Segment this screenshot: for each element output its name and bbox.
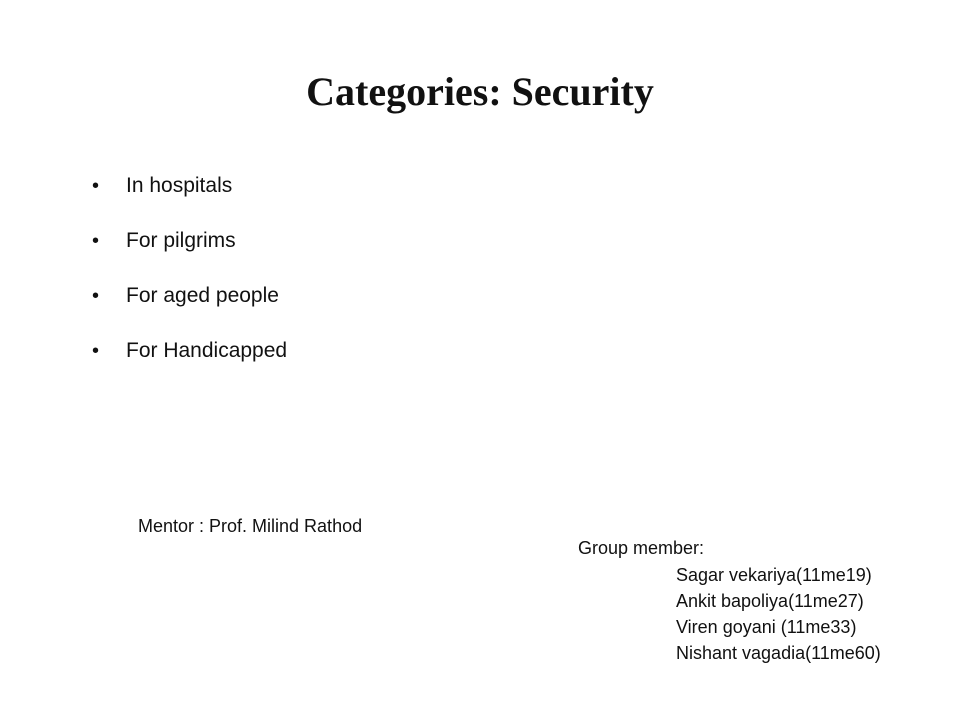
bullet-marker: • [92, 285, 100, 307]
group-member-list [578, 562, 938, 666]
slide-title: Categories: Security [306, 69, 654, 114]
bullet-item [92, 221, 612, 276]
bullet-text: In hospitals [126, 174, 233, 197]
bullet-marker: • [92, 175, 100, 197]
group-member-block [578, 535, 938, 666]
group-member: Ankit bapoliya(11me27) [676, 591, 864, 611]
bullet-marker: • [92, 230, 100, 252]
group-member: Nishant vagadia(11me60) [676, 643, 881, 663]
bullet-item [92, 276, 612, 331]
bullet-marker: • [92, 340, 100, 362]
mentor-text: Mentor : Prof. Milind Rathod [138, 516, 363, 536]
group-heading: Group member: [578, 538, 705, 558]
category-bullet-list [92, 166, 612, 386]
bullet-item [92, 331, 612, 386]
bullet-text: For pilgrims [126, 229, 236, 252]
bullet-item [92, 166, 612, 221]
bullet-text: For aged people [126, 284, 279, 307]
bullet-text: For Handicapped [126, 339, 288, 362]
group-member: Viren goyani (11me33) [676, 617, 857, 637]
group-member: Sagar vekariya(11me19) [676, 565, 872, 585]
